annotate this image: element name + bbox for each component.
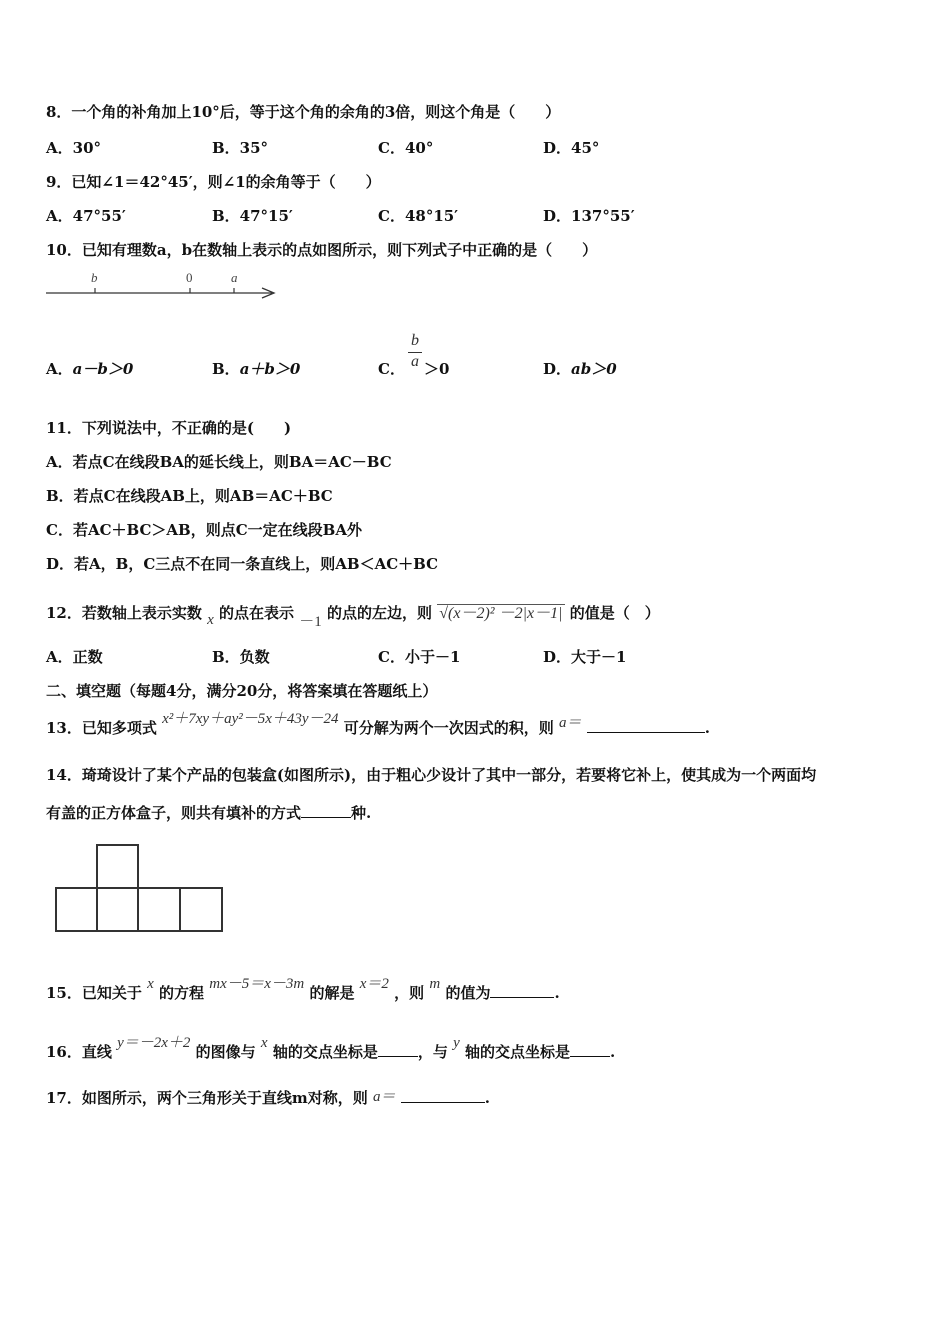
q9-option-b: B．47°15′ bbox=[212, 207, 293, 225]
q8-stem: 8．一个角的补角加上10°后，等于这个角的余角的3倍，则这个角是（ ） bbox=[46, 103, 561, 121]
q14-line2: 有盖的正方体盒子，则共有填补的方式 种. bbox=[46, 804, 372, 822]
q12-option-a: A．正数 bbox=[46, 648, 103, 666]
q9-option-a: A．47°55′ bbox=[46, 207, 126, 225]
q17-answer-blank[interactable] bbox=[401, 1088, 485, 1103]
q14-answer-blank[interactable] bbox=[301, 803, 351, 818]
q10-option-d: D．ab＞0 bbox=[543, 360, 617, 378]
number-line-label-0: 0 bbox=[186, 270, 193, 285]
q11-option-d: D．若A，B，C三点不在同一条直线上，则AB＜AC＋BC bbox=[46, 555, 439, 573]
q8-option-b: B．35° bbox=[212, 139, 269, 157]
q11-option-b: B．若点C在线段AB上，则AB＝AC＋BC bbox=[46, 487, 333, 505]
box-net-figure bbox=[54, 843, 226, 937]
q15-answer-blank[interactable] bbox=[490, 983, 554, 998]
q10-option-c: C． bbox=[378, 360, 405, 378]
q10-stem: 10．已知有理数a，b在数轴上表示的点如图所示，则下列式子中正确的是（ ） bbox=[46, 241, 598, 259]
q12-option-b: B．负数 bbox=[212, 648, 270, 666]
q16-stem: 16．直线 y＝－2x＋2 的图像与 x 轴的交点坐标是 ，与 y 轴的交点坐标是 . bbox=[46, 1035, 616, 1061]
q11-option-c: C．若AC＋BC＞AB，则点C一定在线段BA外 bbox=[46, 521, 362, 539]
q9-option-d: D．137°55′ bbox=[543, 207, 635, 225]
q16-equation: y＝－2x＋2 bbox=[117, 1035, 191, 1051]
q10-option-a: A．a－b＞0 bbox=[46, 360, 134, 378]
number-line-figure bbox=[44, 266, 280, 302]
q12-option-c: C．小于－1 bbox=[378, 648, 461, 666]
q9-stem: 9．已知∠1＝42°45′，则∠1的余角等于（ ） bbox=[46, 173, 381, 191]
q14-line1: 14．琦琦设计了某个产品的包装盒(如图所示)，由于粗心少设计了其中一部分，若要将它补上，使其成为一个两面均 bbox=[46, 766, 817, 784]
q17-stem: 17．如图所示，两个三角形关于直线m对称，则 a＝ . bbox=[46, 1089, 490, 1107]
q12-expression: √(x－2)² －2|x－1| bbox=[439, 605, 563, 622]
q16-y-intercept-blank[interactable] bbox=[570, 1042, 610, 1057]
q10-option-b: B．a＋b＞0 bbox=[212, 360, 301, 378]
number-line-label-a: a bbox=[231, 270, 238, 285]
q15-equation: mx－5＝x－3m bbox=[209, 976, 305, 992]
number-line-label-b: b bbox=[91, 270, 98, 285]
q13-stem: 13．已知多项式 x²＋7xy＋ay²－5x＋43y－24 可分解为两个一次因式的积，则 a＝ . bbox=[46, 711, 711, 737]
q8-option-d: D．45° bbox=[543, 139, 600, 157]
q11-option-a: A．若点C在线段BA的延长线上，则BA＝AC－BC bbox=[46, 453, 392, 471]
q9-option-c: C．48°15′ bbox=[378, 207, 459, 225]
q16-x-intercept-blank[interactable] bbox=[378, 1042, 418, 1057]
q12-option-d: D．大于－1 bbox=[543, 648, 627, 666]
q12-stem: 12．若数轴上表示实数 x 的点在表示 －1 的点的左边，则 √(x－2)² －2|x－1| 的值是（ ） bbox=[46, 604, 660, 630]
q13-answer-blank[interactable] bbox=[587, 718, 705, 733]
q8-option-c: C．40° bbox=[378, 139, 434, 157]
q10-option-c-fraction: b a bbox=[408, 332, 422, 371]
q15-stem: 15．已知关于 x 的方程 mx－5＝x－3m 的解是 x＝2 ，则 m 的值为 . bbox=[46, 976, 560, 1002]
q10-option-c-tail: ＞0 bbox=[424, 360, 450, 378]
q8-option-a: A．30° bbox=[46, 139, 102, 157]
q11-stem: 11．下列说法中，不正确的是( ) bbox=[46, 419, 292, 437]
section-2-heading: 二、填空题（每题4分，满分20分，将答案填在答题纸上） bbox=[46, 682, 438, 700]
q13-polynomial: x²＋7xy＋ay²－5x＋43y－24 bbox=[162, 711, 339, 727]
